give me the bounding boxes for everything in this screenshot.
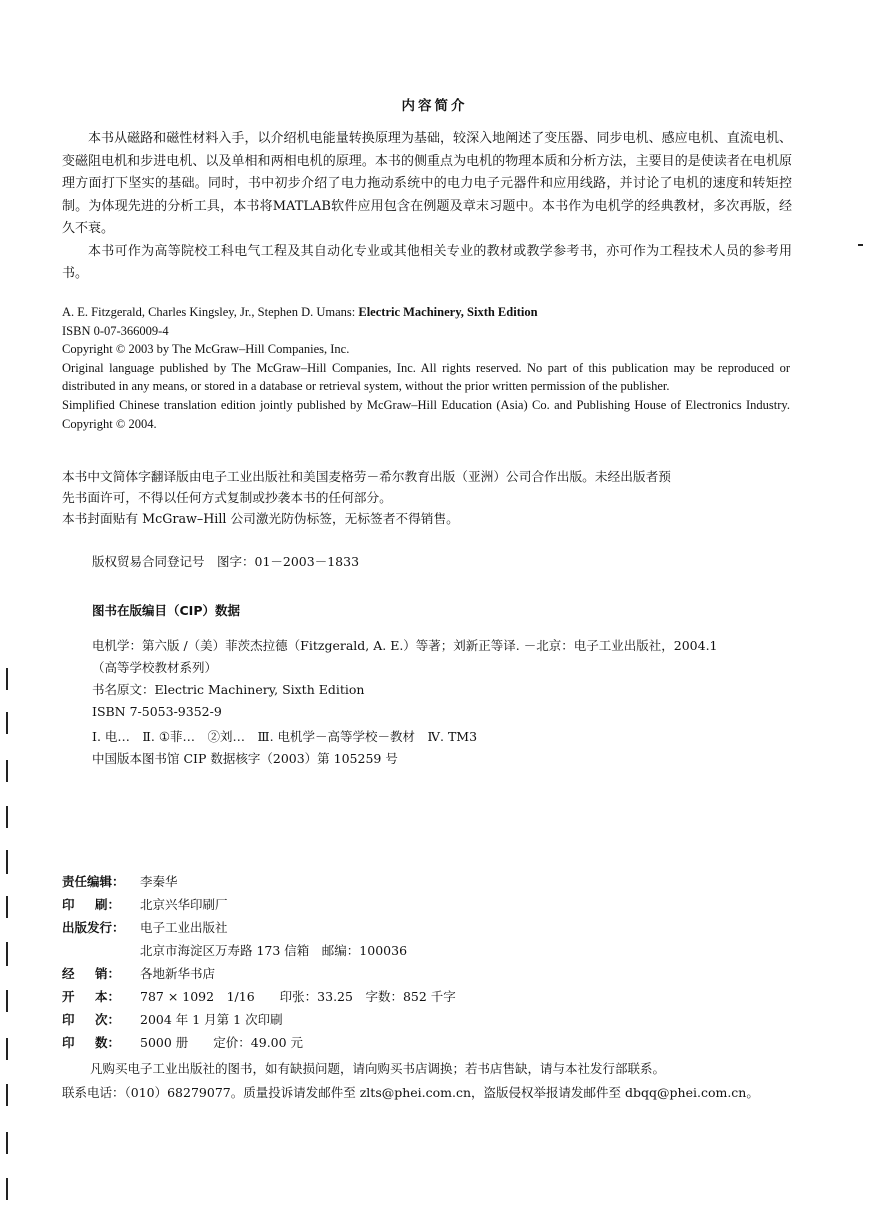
abstract-paragraph-1: 本书从磁路和磁性材料入手，以介绍机电能量转换原理为基础，较深入地阐述了变压器、同步电机、感应电机、直流电机、变磁阻电机和步进电机、以及单相和两相电机的原理。本书的侧重点为电机的物理本质和分析方法，主要目的是使读者在电机原理方面打下坚实的基础。同时，书中初步介绍了电力拖动系统中的电力电子元器件和应用线路，并讨论了电机的速度和转矩控制。为体现先进的分析工具，本书将MATLAB软件应用包含在例题及章末习题中。本书作为电机学的经典教材，多次再版，经久不衰。 [62,131,792,236]
scan-mark [6,1038,8,1060]
distributor-label: 经 销： [62,966,120,981]
format-value: 787 × 1092 1/16 印张：33.25 字数：852 千字 [140,989,456,1004]
footer-line-1: 凡购买电子工业出版社的图书，如有缺损问题，请向购买书店调换；若书店售缺，请与本社发行部联系。 [90,1061,666,1076]
quantity-value: 5000 册 定价：49.00 元 [140,1035,304,1050]
footer-line-2: 联系电话：（010）68279077。质量投诉请发邮件至 zlts@phei.com.cn，盗版侵权举报请发邮件至 dbqq@phei.com.cn。 [62,1085,759,1100]
quantity-label: 印 数： [62,1035,120,1050]
scan-mark [6,1178,8,1200]
rights-statement: Original language published by The McGraw–Hill Companies, Inc. All rights reserved. No part of this publication may be reproduced or distributed in any means, or stored in a database or retrieval system, without the prior written permission of the publisher. [62,360,790,394]
printer-value: 北京兴华印刷厂 [140,897,228,912]
cip-line-2: （高等学校教材系列） [92,660,218,675]
imprint-address-row [62,939,662,962]
cip-line-3: 书名原文：Electric Machinery, Sixth Edition [92,682,365,697]
notice-line-3: 本书封面贴有 McGraw–Hill 公司激光防伪标签，无标签者不得销售。 [62,511,459,526]
scan-mark [6,850,8,874]
publisher-label: 出版发行： [62,920,125,935]
imprint-format-row [62,985,662,1008]
scan-mark [6,896,8,918]
format-label: 开 本： [62,989,120,1004]
imprint-publisher-row [62,916,662,939]
imprint [62,870,662,1054]
editor-label: 责任编辑： [62,874,125,889]
scan-mark [858,244,863,246]
publisher-address: 北京市海淀区万寿路 173 信箱 邮编：100036 [140,943,408,958]
distributor-value: 各地新华书店 [140,966,216,981]
imprint-editor-row [62,870,662,893]
abstract-paragraph-2: 本书可作为高等院校工科电气工程及其自动化专业或其他相关专业的教材或教学参考书，亦可作为工程技术人员的参考用书。 [62,243,792,281]
english-copyright-block [62,303,790,433]
page-title: 内容简介 [401,98,468,114]
cip-data [92,635,792,770]
cip-number: 中国版本图书馆 CIP 数据核字（2003）第 105259 号 [92,751,398,766]
authors: A. E. Fitzgerald, Charles Kingsley, Jr., Stephen D. Umans: [62,305,356,319]
imprint-edition-row [62,1008,662,1031]
imprint-quantity-row [62,1031,662,1054]
scan-mark [6,806,8,828]
scan-mark [6,1084,8,1106]
scan-mark [6,712,8,734]
printer-label: 印 刷： [62,897,120,912]
publisher-value: 电子工业出版社 [140,920,228,935]
english-isbn: ISBN 0-07-366009-4 [62,323,169,338]
edition-label: 印 次： [62,1012,120,1027]
english-copyright: Copyright © 2003 by The McGraw–Hill Companies, Inc. [62,342,350,357]
abstract [62,128,792,286]
edition-value: 2004 年 1 月第 1 次印刷 [140,1012,283,1027]
chinese-notice [62,466,797,529]
authors-line [62,303,790,322]
notice-line-2: 先书面许可，不得以任何方式复制或抄袭本书的任何部分。 [62,490,392,505]
cip-isbn: ISBN 7-5053-9352-9 [92,704,222,719]
footer-notice [62,1057,822,1105]
scan-mark [6,760,8,782]
copyright-registration: 版权贸易合同登记号 图字：01－2003－1833 [92,554,360,569]
imprint-distributor-row [62,962,662,985]
scan-mark [6,990,8,1012]
translation-statement: Simplified Chinese translation edition jointly published by McGraw–Hill Education (Asia) Co. and Publishing House of Electronics Industry. Copyright © 2004. [62,397,790,431]
scan-mark [6,1132,8,1154]
cip-line-1: 电机学：第六版 /（美）菲茨杰拉德（Fitzgerald, A. E.）等著；刘新正等译. －北京：电子工业出版社，2004.1 [92,638,718,653]
scan-mark [6,668,8,690]
editor-value: 李秦华 [140,874,178,889]
imprint-printer-row [62,893,662,916]
cip-heading: 图书在版编目（CIP）数据 [92,603,240,618]
notice-line-1: 本书中文简体字翻译版由电子工业出版社和美国麦格劳－希尔教育出版（亚洲）公司合作出版。未经出版者预 [62,469,671,484]
scan-mark [6,942,8,966]
cip-classification: Ⅰ. 电… Ⅱ. ①菲… ②刘… Ⅲ. 电机学－高等学校－教材 Ⅳ. TM3 [92,729,478,744]
book-title: Electric Machinery, Sixth Edition [358,305,538,319]
